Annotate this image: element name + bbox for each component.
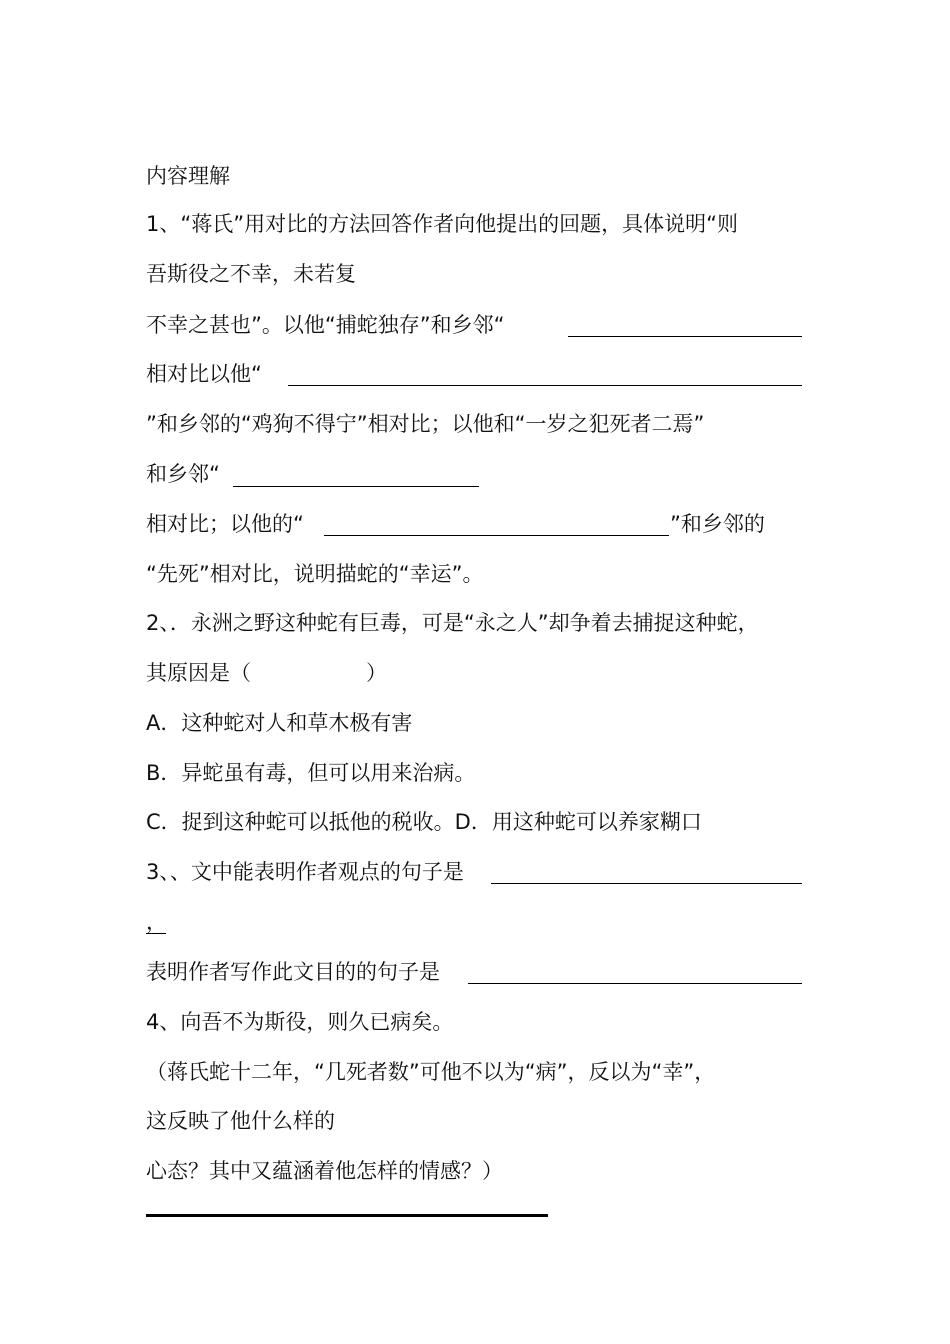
q2-line-1: 2、．永洲之野这种蛇有巨毒，可是“永之人”却争着去捕捉这种蛇，: [146, 611, 759, 635]
q1-line-4: 相对比以他“: [146, 362, 262, 386]
q3-blank-2[interactable]: [468, 963, 802, 984]
q4-line-2: （蒋氏蛇十二年，“几死者数”可他不以为“病”，反以为“幸”，: [146, 1060, 716, 1084]
q3-line-2: ，: [146, 910, 167, 934]
q2-line-2b: ）: [366, 661, 387, 685]
q1-blank-3[interactable]: [233, 466, 479, 487]
q3-blank-1[interactable]: [491, 863, 802, 884]
section-title: 内容理解: [146, 164, 230, 188]
q1-line-1: 1、“蒋氏”用对比的方法回答作者向他提出的回题，具体说明“则: [146, 212, 738, 236]
q2-option-cd[interactable]: C．捉到这种蛇可以抵他的税收。D．用这种蛇可以养家糊口: [146, 810, 702, 834]
q4-line-1: 4、向吾不为斯役，则久已病矣。: [146, 1010, 454, 1034]
q4-line-3: 这反映了他什么样的: [146, 1109, 335, 1133]
q1-line-5: ”和乡邻的“鸡狗不得宁”相对比；以他和“一岁之犯死者二焉”: [146, 412, 705, 436]
q1-blank-4[interactable]: [324, 515, 669, 536]
q4-line-4: 心态？其中又蕴涵着他怎样的情感？）: [146, 1159, 503, 1183]
q2-option-b[interactable]: B．异蛇虽有毒，但可以用来治病。: [146, 761, 476, 785]
q1-blank-2[interactable]: [288, 365, 802, 386]
q2-option-a[interactable]: A．这种蛇对人和草木极有害: [146, 711, 413, 735]
q1-line-7a: 相对比；以他的“: [146, 512, 304, 536]
q1-line-2: 吾斯役之不幸，未若复: [146, 262, 356, 286]
q3-line-1: 3、、文中能表明作者观点的句子是: [146, 860, 464, 884]
q1-line-8: “先死”相对比，说明描蛇的“幸运”。: [146, 562, 484, 586]
q3-line-3: 表明作者写作此文目的的句子是: [146, 960, 440, 984]
q1-line-6: 和乡邻“: [146, 462, 220, 486]
q1-blank-1[interactable]: [568, 316, 802, 337]
q3-blank-1-continued[interactable]: [146, 913, 166, 934]
q1-line-7b: ”和乡邻的: [670, 512, 765, 536]
q1-line-3: 不幸之甚也”。以他“捕蛇独存”和乡邻“: [146, 313, 505, 337]
q2-line-2a: 其原因是（: [146, 661, 251, 685]
q4-answer-line[interactable]: [146, 1196, 548, 1217]
